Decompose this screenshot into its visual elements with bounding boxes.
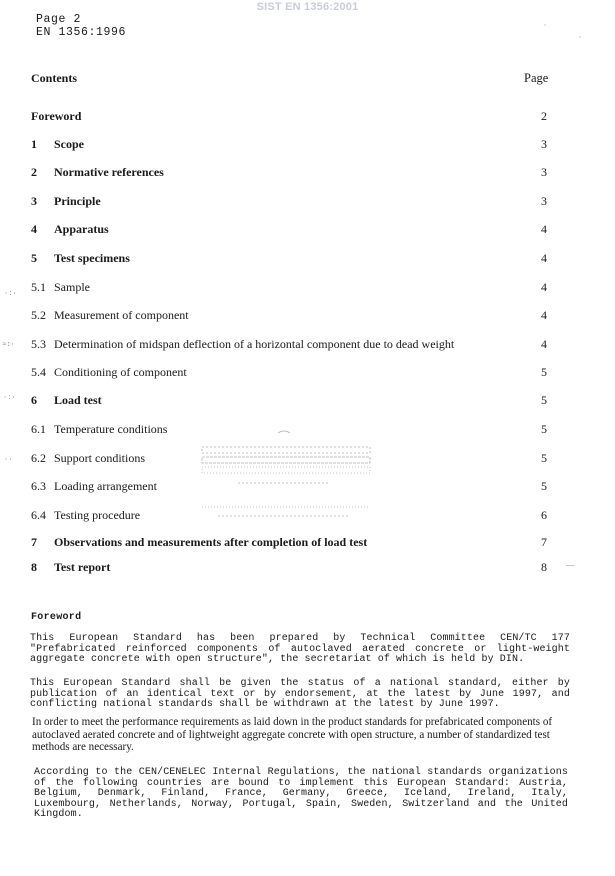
toc-entry-title: Determination of midspan deflection of a horizontal component due to dead weight (54, 337, 455, 351)
toc-entry-number: 5 (31, 251, 37, 265)
scan-speck: ·:· (4, 290, 17, 298)
toc-entry-page: 4 (541, 251, 547, 265)
document-watermark: SIST EN 1356:2001 (256, 1, 359, 13)
institution-stamp-icon (198, 427, 374, 527)
toc-entry-number: 6.1 (31, 422, 46, 436)
toc-entry[interactable] (0, 251, 615, 267)
toc-entry[interactable] (0, 137, 615, 153)
toc-entry-title: Measurement of component (54, 308, 189, 322)
toc-entry-page: 3 (541, 194, 547, 208)
toc-entry-number: 4 (31, 222, 37, 236)
toc-entry-title: Load test (54, 393, 102, 407)
toc-entry-page: 5 (541, 479, 547, 493)
toc-entry[interactable] (0, 535, 615, 551)
toc-entry-page: 3 (541, 165, 547, 179)
toc-entry[interactable] (0, 393, 615, 409)
toc-entry-title: Temperature conditions (54, 422, 168, 436)
toc-entry-page: 5 (541, 365, 547, 379)
toc-entry-page: 8 (541, 560, 547, 574)
toc-entry-title: Test specimens (54, 251, 130, 265)
toc-entry-page: 4 (541, 222, 547, 236)
toc-entry-title: Scope (54, 137, 84, 151)
toc-entry[interactable] (0, 222, 615, 238)
toc-entry-page: 4 (541, 280, 547, 294)
page-number-header: Page 2 (36, 13, 82, 26)
scan-speck: ·:· (3, 394, 16, 402)
toc-entry-page: 5 (541, 393, 547, 407)
toc-entry-number: 5.2 (31, 308, 46, 322)
foreword-paragraph-1: This European Standard has been prepared by Technical Committee CEN/TC 177 "Prefabricated reinforced components of autoclaved aerated concrete or light-weight aggregate concrete with open structure", the secretariat of which is held by DIN. (30, 633, 570, 665)
foreword-heading: Foreword (31, 612, 82, 623)
standard-number-header: EN 1356:1996 (36, 26, 127, 39)
toc-entry-title: Testing procedure (54, 508, 141, 522)
toc-entry[interactable] (0, 165, 615, 181)
toc-entry-title: Sample (54, 280, 90, 294)
toc-entry-number: 2 (31, 165, 37, 179)
toc-entry-title: Foreword (31, 109, 82, 123)
toc-entry-page: 2 (541, 109, 547, 123)
foreword-paragraph-4: According to the CEN/CENELEC Internal Regulations, the national standards organizations of the following countries are bound to implement this European Standard: Austria, Belgium, Denmark, Finland, France, Germany, Greece, Iceland, Ireland, Italy, Luxembourg, Netherlands, Norway, Portugal, Spain, Sweden, Switzerland and the United Kingdom. (34, 767, 568, 820)
contents-heading: Contents (31, 71, 78, 85)
toc-entry-number: 6.3 (31, 479, 46, 493)
toc-entry-title: Support conditions (54, 451, 146, 465)
scan-speck: ≈:· (2, 341, 15, 349)
toc-entry-page: 7 (541, 535, 547, 549)
toc-entry-title: Principle (54, 194, 101, 208)
toc-entry-number: 6 (31, 393, 37, 407)
toc-entry-number: 5.3 (31, 337, 46, 351)
toc-entry-number: 6.4 (31, 508, 46, 522)
toc-entry-number: 7 (31, 535, 37, 549)
toc-entry-page: 5 (541, 451, 547, 465)
toc-entry-title: Conditioning of component (54, 365, 187, 379)
toc-entry[interactable] (0, 365, 615, 381)
toc-entry-number: 1 (31, 137, 37, 151)
toc-entry-page: 4 (541, 308, 547, 322)
toc-entry-title: Normative references (54, 165, 164, 179)
page-column-heading: Page (524, 71, 549, 85)
toc-entry-number: 3 (31, 194, 37, 208)
toc-entry-page: 6 (541, 508, 547, 522)
toc-entry[interactable] (0, 560, 615, 576)
toc-entry-number: 5.1 (31, 280, 46, 294)
toc-entry[interactable] (0, 109, 615, 125)
toc-entry[interactable] (0, 280, 615, 296)
toc-entry[interactable] (0, 308, 615, 324)
toc-entry-number: 8 (31, 560, 37, 574)
scan-speck: ·· (4, 456, 13, 464)
scan-speck: · (578, 34, 583, 42)
toc-entry-number: 6.2 (31, 451, 46, 465)
scan-speck: —— (566, 562, 575, 570)
toc-entry-page: 5 (541, 422, 547, 436)
foreword-paragraph-2: This European Standard shall be given the status of a national standard, either by publication of an identical text or by endorsement, at the latest by June 1997, and conflicting national standards shall be withdrawn at the latest by June 1997. (30, 678, 570, 710)
toc-entry[interactable] (0, 194, 615, 210)
toc-entry-title: Test report (54, 560, 111, 574)
toc-entry-title: Apparatus (54, 222, 109, 236)
toc-entry-title: Loading arrangement (54, 479, 157, 493)
toc-entry-number: 5.4 (31, 365, 46, 379)
toc-entry-page: 3 (541, 137, 547, 151)
scan-speck: · (543, 22, 548, 30)
toc-entry-title: Observations and measurements after completion of load test (54, 535, 368, 549)
toc-entry-page: 4 (541, 337, 547, 351)
foreword-paragraph-3: In order to meet the performance requirements as laid down in the product standards for prefabricated components of autoclaved aerated concrete and of lightweight aggregate concrete with open structure, a number of standardized test methods are necessary. (32, 714, 553, 753)
toc-entry[interactable] (0, 337, 615, 353)
